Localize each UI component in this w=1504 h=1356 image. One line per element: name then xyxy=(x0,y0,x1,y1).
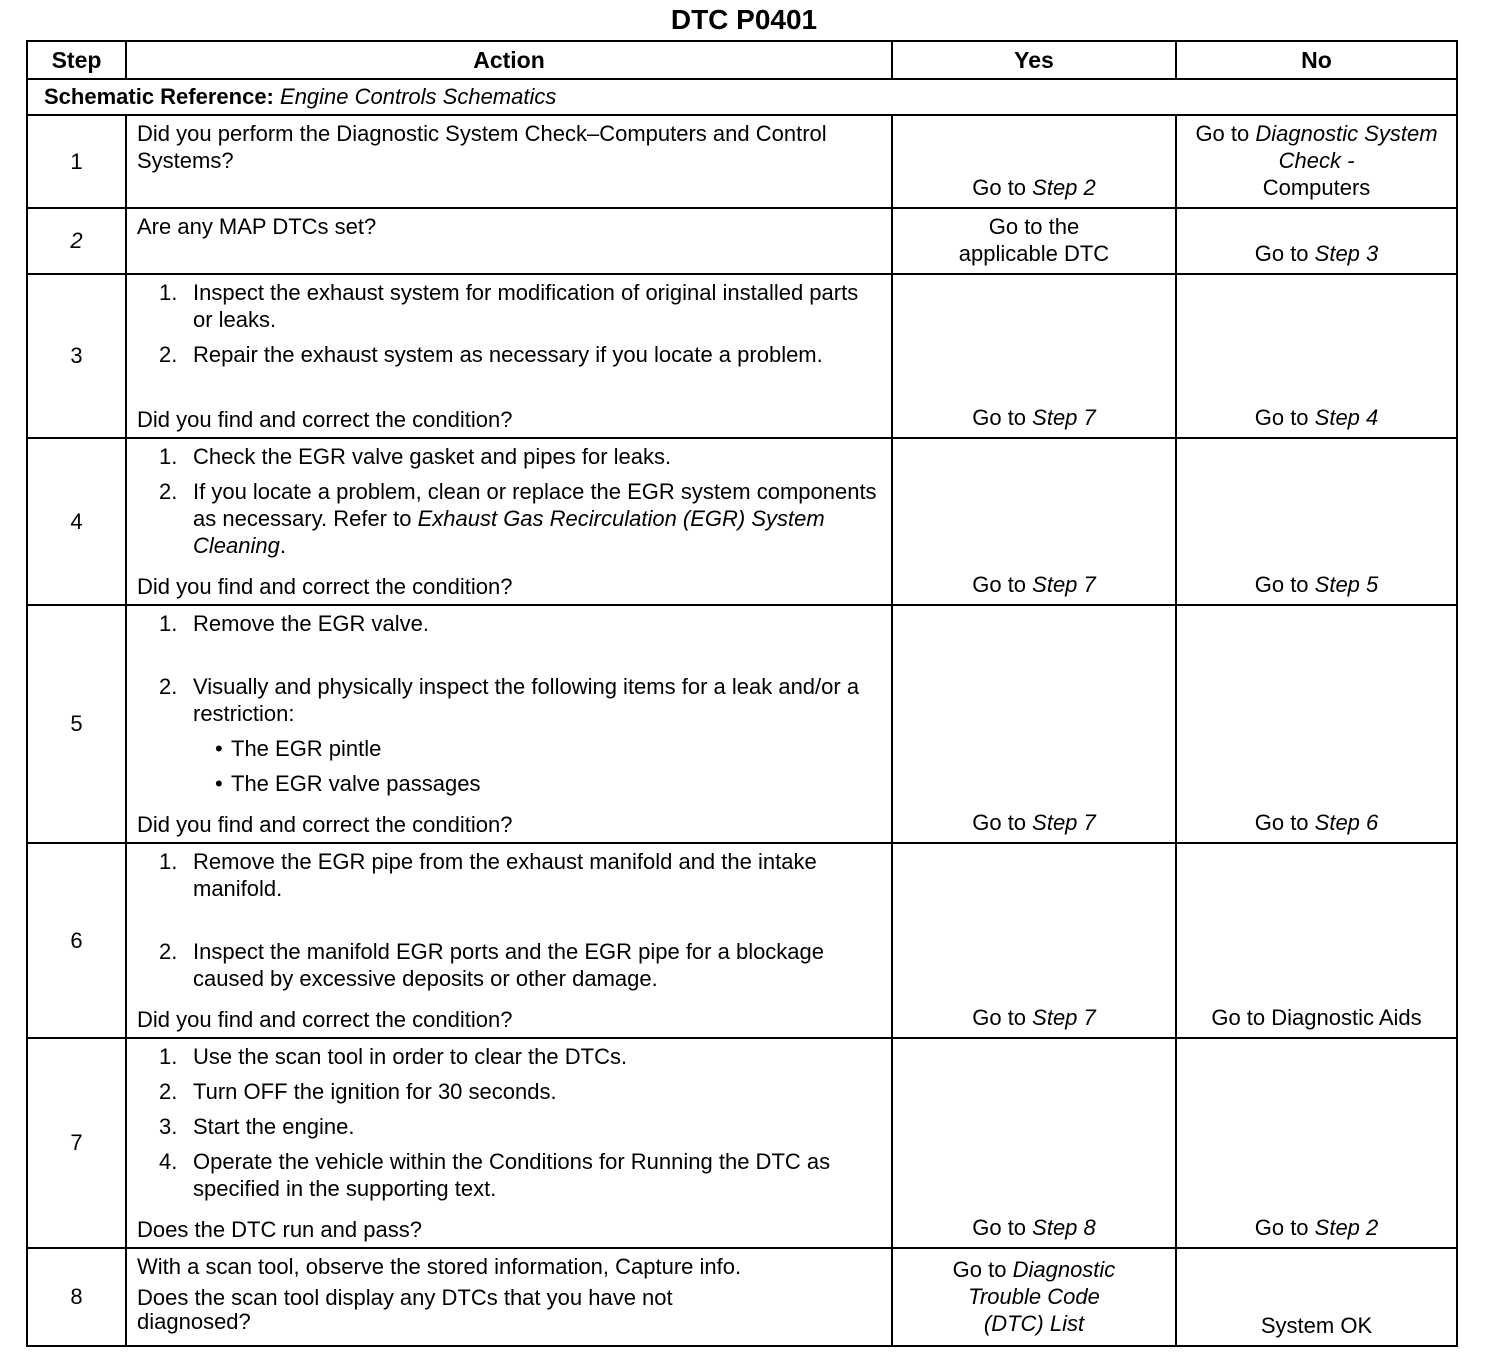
step-number: 8 xyxy=(27,1248,126,1346)
question-text: Did you find and correct the condition? xyxy=(137,812,513,837)
yes-cell: Go to Step 7 xyxy=(892,605,1176,843)
yes-cell: Go to Step 7 xyxy=(892,843,1176,1038)
step-link: Step 5 xyxy=(1314,572,1379,597)
egr-cleaning-link: Exhaust Gas Recirculation (EGR) System Cleaning xyxy=(193,506,825,558)
list-item: 1. Inspect the exhaust system for modification of original installed parts or leaks. xyxy=(159,280,859,332)
no-cell: Go to Step 3 xyxy=(1176,208,1457,274)
no-cell: Go to Step 5 xyxy=(1176,438,1457,605)
question-text: Does the scan tool display any DTCs that you have not diagnosed? xyxy=(137,1285,673,1334)
list-item: 4. Operate the vehicle within the Conditions for Running the DTC as specified in the supporting text. xyxy=(159,1149,831,1201)
step-link: Step 7 xyxy=(1032,405,1096,430)
yes-cell: Go to Step 7 xyxy=(892,438,1176,605)
yes-cell: Go to Diagnostic Trouble Code (DTC) List xyxy=(892,1248,1176,1346)
bullet-item: • The EGR pintle xyxy=(215,736,382,761)
no-cell: Go to Diagnostic Aids xyxy=(1176,843,1457,1038)
dtc-table xyxy=(26,40,1458,1347)
step-number: 4 xyxy=(27,438,126,605)
page-title: DTC P0401 xyxy=(670,4,818,35)
step-number: 3 xyxy=(27,274,126,438)
action-cell xyxy=(126,208,892,274)
header-step: Step xyxy=(27,41,126,79)
no-cell: Go to Step 6 xyxy=(1176,605,1457,843)
no-cell: Go to Diagnostic System Check - Computers xyxy=(1176,115,1457,208)
header-row xyxy=(27,41,1457,79)
schematic-reference-label: Schematic Reference: xyxy=(44,84,274,109)
diagnostic-system-check-link: Diagnostic System Check - xyxy=(1255,121,1438,173)
table-row xyxy=(27,274,1457,438)
list-item: 1. Remove the EGR valve. xyxy=(159,611,429,636)
table-row xyxy=(27,1038,1457,1248)
schematic-reference-value: Engine Controls Schematics xyxy=(280,84,557,109)
list-item: 2. Turn OFF the ignition for 30 seconds. xyxy=(159,1079,557,1104)
step-link: Step 4 xyxy=(1314,405,1379,430)
action-cell xyxy=(126,438,892,605)
step-link: Step 3 xyxy=(1314,241,1379,266)
step-link: Step 7 xyxy=(1032,810,1096,835)
dtc-list-link: Diagnostic Trouble Code (DTC) List xyxy=(968,1256,1116,1336)
table-row xyxy=(27,115,1457,208)
bullet-item: • The EGR valve passages xyxy=(215,771,481,796)
list-item: 2. Repair the exhaust system as necessary if you locate a problem. xyxy=(159,342,823,367)
table-row xyxy=(27,1248,1457,1346)
no-cell: Go to Step 4 xyxy=(1176,274,1457,438)
step-link: Step 8 xyxy=(1032,1215,1096,1240)
question-text: Did you find and correct the condition? xyxy=(137,1007,513,1032)
action-cell xyxy=(126,605,892,843)
question-text: Did you find and correct the condition? xyxy=(137,574,513,599)
list-item: 1. Check the EGR valve gasket and pipes for leaks. xyxy=(159,444,672,469)
step-number: 5 xyxy=(27,605,126,843)
step-link: Step 6 xyxy=(1314,810,1379,835)
no-cell: System OK xyxy=(1176,1248,1457,1346)
step-link: Step 2 xyxy=(1314,1215,1379,1240)
step-link: Step 2 xyxy=(1032,175,1096,200)
step-number: 2 xyxy=(27,208,126,274)
question-text: Did you find and correct the condition? xyxy=(137,407,513,432)
step-link: Step 7 xyxy=(1032,1005,1096,1030)
step-number: 6 xyxy=(27,843,126,1038)
list-item: 2. If you locate a problem, clean or replace the EGR system components as necessary. Refer to Exhaust Gas Recirculation (EGR) System Cleaning. xyxy=(159,479,877,558)
table-row xyxy=(27,438,1457,605)
list-item: 2. Inspect the manifold EGR ports and the EGR pipe for a blockage caused by excessive deposits or other damage. xyxy=(159,939,825,991)
yes-cell: Go to Step 7 xyxy=(892,274,1176,438)
header-no: No xyxy=(1176,41,1457,79)
yes-cell: Go to the applicable DTC xyxy=(892,208,1176,274)
action-cell xyxy=(126,1038,892,1248)
list-item: 1. Use the scan tool in order to clear the DTCs. xyxy=(159,1044,628,1069)
table-row xyxy=(27,843,1457,1038)
list-item: 1. Remove the EGR pipe from the exhaust manifold and the intake manifold. xyxy=(159,849,817,901)
question-text: Does the DTC run and pass? xyxy=(137,1217,422,1242)
table-row xyxy=(27,605,1457,843)
action-cell xyxy=(126,115,892,208)
schematic-reference-row xyxy=(27,79,1457,115)
action-text: With a scan tool, observe the stored information, Capture info. xyxy=(137,1254,742,1279)
list-item: 2. Visually and physically inspect the following items for a leak and/or a restriction: xyxy=(159,674,860,726)
header-action: Action xyxy=(126,41,892,79)
step-number: 7 xyxy=(27,1038,126,1248)
yes-cell: Go to Step 2 xyxy=(892,115,1176,208)
header-yes: Yes xyxy=(892,41,1176,79)
action-text: Are any MAP DTCs set? xyxy=(137,214,377,239)
step-link: Step 7 xyxy=(1032,572,1096,597)
action-cell xyxy=(126,274,892,438)
list-item: 3. Start the engine. xyxy=(159,1114,355,1139)
table-row xyxy=(27,208,1457,274)
no-cell: Go to Step 2 xyxy=(1176,1038,1457,1248)
action-cell xyxy=(126,843,892,1038)
yes-cell: Go to Step 8 xyxy=(892,1038,1176,1248)
step-number: 1 xyxy=(27,115,126,208)
action-cell xyxy=(126,1248,892,1346)
action-text: Did you perform the Diagnostic System Check–Computers and Control Systems? xyxy=(137,121,827,173)
